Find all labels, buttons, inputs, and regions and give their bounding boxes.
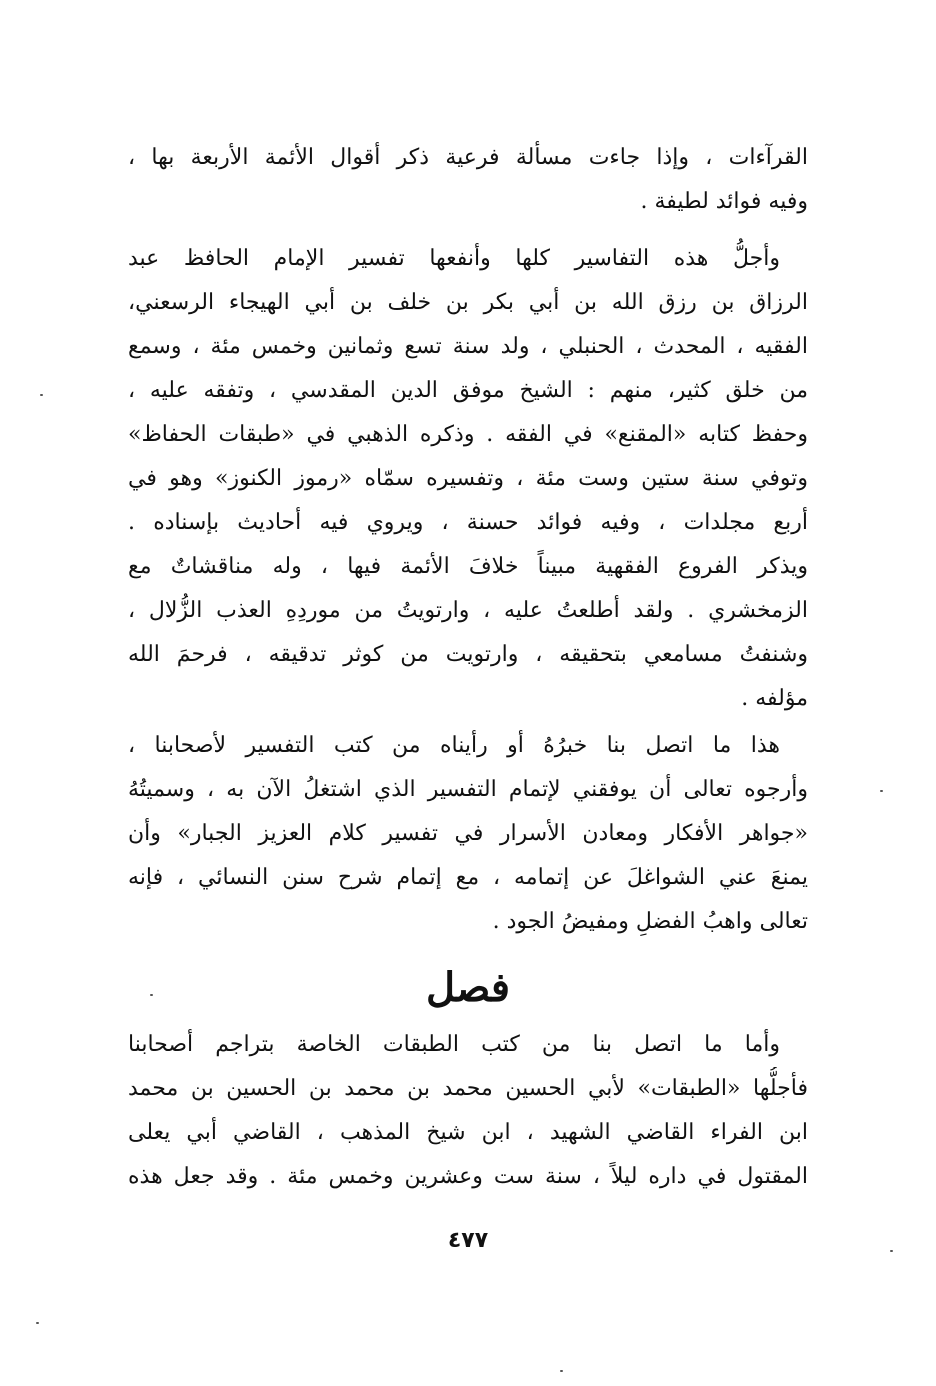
page-number: ٤٧٧ [447, 1228, 489, 1253]
text-line: ويذكر الفروع الفقهية مبيناً خلافَ الأئمة فيها ، وله مناقشاتٌ مع [128, 554, 808, 579]
text-line: القرآءات ، وإذا جاءت مسألة فرعية ذكر أقوال الأئمة الأربعة بها ، [128, 145, 808, 170]
text-line: المقتول في داره ليلاً ، سنة ست وعشرين وخمس مئة . وقد جعل هذه [128, 1164, 808, 1189]
text-line: هذا ما اتصل بنا خبرُهُ أو رأيناه من كتب التفسير لأصحابنا ، [128, 733, 780, 758]
text-line: فأجلُّها «الطبقات» لأبي الحسين محمد بن محمد بن الحسين بن محمد [128, 1076, 808, 1101]
text-line: وفيه فوائد لطيفة . [640, 189, 808, 214]
paragraph-author-tafsir [128, 724, 808, 944]
text-line: وشنفتُ مسامعي بتحقيقه ، وارتويت من كوثر تدقيقه ، فرحمَ الله [128, 642, 808, 667]
text-line: وتوفي سنة ستين وست مئة ، وتفسيره سمّاه «رموز الكنوز» وهو في [128, 466, 808, 491]
scan-speck [36, 1322, 39, 1324]
text-line: الرزاق بن رزق الله بن أبي بكر بن خلف بن أبي الهيجاء الرسعني، [128, 290, 808, 315]
scan-speck [890, 1250, 893, 1252]
text-line: وأرجوه تعالى أن يوفقني لإتمام التفسير الذي اشتغلُ الآن به ، وسميتُهُ [128, 777, 808, 802]
text-line: «جواهر الأفكار ومعادن الأسرار في تفسير كلام العزيز الجبار» وأن [128, 821, 808, 846]
text-line: الفقيه ، المحدث ، الحنبلي ، ولد سنة تسع وثمانين وخمس مئة ، وسمع [128, 334, 808, 359]
text-line: الزمخشري . ولقد أطلعتُ عليه ، وارتويتُ من موردِهِ العذب الزُّلال ، [128, 598, 808, 623]
text-line: وأجلُّ هذه التفاسير كلها وأنفعها تفسير الإمام الحافظ عبد [128, 246, 780, 271]
text-line: ابن الفراء القاضي الشهيد ، ابن شيخ المذهب ، القاضي أبي يعلى [128, 1120, 808, 1145]
scan-speck [560, 1370, 563, 1372]
scan-speck [40, 394, 43, 396]
text-line: أربع مجلدات ، وفيه فوائد حسنة ، ويروي فيه أحاديث بإسناده . [128, 510, 808, 535]
section-heading: فصل [425, 964, 511, 1011]
scan-speck [150, 994, 153, 996]
text-line: وأما ما اتصل بنا من كتب الطبقات الخاصة بتراجم أصحابنا [128, 1032, 780, 1057]
text-line: يمنعَ عني الشواغلَ عن إتمامه ، مع إتمام شرح سنن النسائي ، فإنه [128, 865, 808, 890]
text-line: وحفظ كتابه «المقنع» في الفقه . وذكره الذهبي في «طبقات الحفاظ» [128, 422, 808, 447]
scan-speck [880, 790, 883, 792]
text-line: من خلق كثير، منهم : الشيخ موفق الدين المقدسي ، وتفقه عليه ، [128, 378, 808, 403]
text-line: تعالى واهبُ الفضلِ ومفيضُ الجود . [492, 909, 808, 934]
text-line: مؤلفه . [741, 686, 808, 711]
paragraph-qiraat [128, 136, 808, 224]
paragraph-rasani-tafsir [128, 237, 808, 721]
paragraph-tabaqat [128, 1023, 808, 1199]
